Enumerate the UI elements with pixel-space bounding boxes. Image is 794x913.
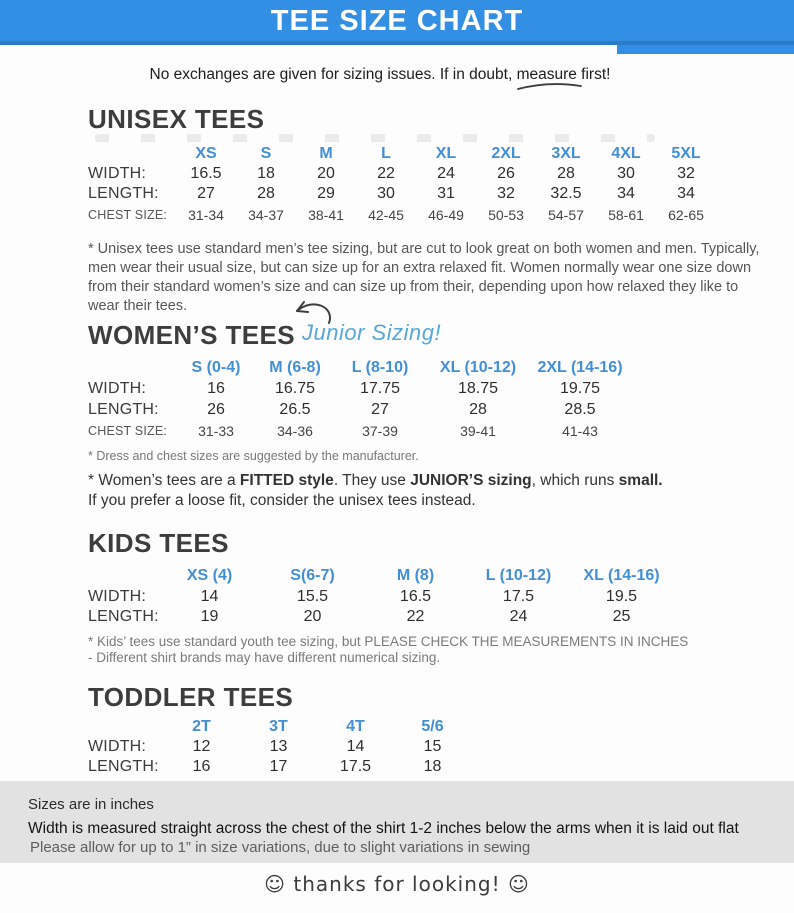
- footer-units-line: Sizes are in inches: [28, 796, 154, 813]
- size-value: 30: [377, 185, 395, 202]
- unisex-size-table: [88, 143, 716, 226]
- size-value: 32.5: [550, 185, 582, 202]
- size-value: 15: [423, 738, 442, 755]
- womens-manufacturer-note: * Dress and chest sizes are suggested by the manufacturer.: [88, 449, 419, 463]
- size-value: 26.5: [279, 400, 311, 418]
- erased-text-artifact: [95, 134, 655, 142]
- note-segment: . They use: [333, 472, 411, 489]
- size-value: 16.5: [399, 588, 432, 605]
- exchange-notice: [0, 66, 760, 84]
- footer-variation-line: Please allow for up to 1” in size variations, due to slight variations in sewing: [30, 839, 531, 856]
- size-value: 18: [423, 758, 442, 775]
- size-column-header: L (8-10): [351, 358, 409, 376]
- size-value: 16.5: [190, 165, 222, 182]
- womens-fit-note-line1: [88, 472, 663, 489]
- size-column-header: L: [381, 144, 391, 162]
- size-column-header: L (10-12): [485, 566, 552, 584]
- title-bar: [0, 0, 794, 45]
- size-column-header: S(6-7): [290, 566, 335, 584]
- size-value: 34-37: [248, 207, 284, 223]
- size-column-header: M (8): [396, 566, 435, 584]
- size-value: 16.75: [274, 379, 316, 397]
- size-column-header: S (0-4): [191, 358, 241, 376]
- size-value: 18: [257, 165, 275, 182]
- size-value: 20: [303, 608, 322, 625]
- size-value: 32: [497, 185, 515, 202]
- womens-fit-note: [88, 471, 738, 511]
- size-value: 17.5: [339, 758, 372, 775]
- size-value: 13: [269, 738, 288, 755]
- row-label: WIDTH:: [88, 379, 147, 397]
- corner-spacer: [88, 716, 163, 736]
- note-segment: * Women’s tees are a: [88, 472, 240, 489]
- size-value: 14: [200, 588, 219, 605]
- size-value: 25: [612, 608, 631, 625]
- size-value: 58-61: [608, 207, 644, 223]
- notice-prefix: No exchanges are given for sizing issues. If in doubt,: [149, 66, 517, 83]
- footer-width-line: Width is measured straight across the chest of the shirt 1-2 inches below the arms when it is laid out flat: [28, 820, 739, 837]
- kids-note-line2: - Different shirt brands may have different numerical sizing.: [88, 650, 441, 665]
- notice-suffix: first!: [576, 66, 611, 83]
- size-value: 14: [346, 738, 365, 755]
- kids-size-table: [88, 564, 673, 627]
- size-value: 34-36: [277, 423, 313, 439]
- row-label: CHEST SIZE:: [88, 424, 168, 438]
- unisex-section-title: UNISEX TEES: [88, 104, 265, 134]
- size-value: 19.5: [605, 588, 638, 605]
- note-segment: small.: [618, 472, 663, 489]
- size-column-header: 3XL: [551, 144, 581, 162]
- row-label: WIDTH:: [88, 165, 147, 182]
- size-value: 34: [677, 185, 695, 202]
- thanks-message: ☺ thanks for looking! ☺: [264, 872, 530, 896]
- womens-size-table: [88, 357, 636, 442]
- size-value: 22: [406, 608, 425, 625]
- size-value: 29: [317, 185, 335, 202]
- size-value: 42-45: [368, 207, 404, 223]
- size-value: 54-57: [548, 207, 584, 223]
- corner-spacer: [88, 564, 158, 584]
- size-value: 62-65: [668, 207, 704, 223]
- size-column-header: 2T: [192, 717, 211, 735]
- measurement-info-footer: [0, 781, 794, 863]
- kids-note: [88, 634, 688, 666]
- size-value: 20: [317, 165, 335, 182]
- size-value: 22: [377, 165, 395, 182]
- size-column-header: M: [319, 144, 333, 162]
- size-value: 27: [197, 185, 215, 202]
- size-value: 19: [200, 608, 219, 625]
- kids-note-line1: * Kids’ tees use standard youth tee sizing, but PLEASE CHECK THE MEASUREMENTS IN INCHES: [88, 634, 689, 649]
- underline-swoosh-icon: [515, 82, 585, 91]
- womens-fit-note-line2: If you prefer a loose fit, consider the unisex tees instead.: [88, 492, 476, 509]
- size-value: 39-41: [460, 423, 496, 439]
- size-column-header: XL (14-16): [583, 566, 660, 584]
- row-label: WIDTH:: [88, 588, 147, 605]
- size-value: 26: [497, 165, 515, 182]
- toddler-section-title: TODDLER TEES: [88, 682, 294, 712]
- row-label: WIDTH:: [88, 738, 147, 755]
- note-segment: FITTED style: [239, 472, 334, 489]
- note-segment: JUNIOR’S sizing: [410, 472, 532, 489]
- size-column-header: XL (10-12): [439, 358, 517, 376]
- size-value: 41-43: [562, 423, 598, 439]
- size-value: 26: [207, 400, 225, 418]
- size-column-header: 5/6: [421, 717, 444, 735]
- size-value: 24: [437, 165, 455, 182]
- size-value: 24: [509, 608, 528, 625]
- size-column-header: XL: [435, 144, 457, 162]
- size-column-header: 4T: [346, 717, 365, 735]
- size-column-header: 3T: [269, 717, 288, 735]
- note-segment: , which runs: [531, 472, 619, 489]
- page-title: TEE SIZE CHART: [270, 5, 524, 37]
- toddler-size-table: [88, 716, 471, 777]
- womens-section-title: WOMEN’S TEES: [88, 320, 296, 350]
- size-value: 31: [437, 185, 455, 202]
- size-column-header: S: [260, 144, 272, 162]
- corner-spacer: [88, 143, 176, 163]
- row-label: LENGTH:: [88, 400, 159, 418]
- size-value: 28: [257, 185, 275, 202]
- size-value: 46-49: [428, 207, 464, 223]
- row-label: CHEST SIZE:: [88, 208, 168, 222]
- size-value: 50-53: [488, 207, 524, 223]
- size-value: 28.5: [564, 400, 596, 418]
- junior-sizing-annotation: Junior Sizing!: [302, 320, 442, 345]
- curved-arrow-icon: [281, 299, 337, 331]
- size-value: 37-39: [362, 423, 398, 439]
- size-value: 38-41: [308, 207, 344, 223]
- size-value: 16: [207, 379, 225, 397]
- row-label: LENGTH:: [88, 185, 159, 202]
- kids-section-title: KIDS TEES: [88, 528, 229, 558]
- row-label: LENGTH:: [88, 608, 159, 625]
- size-column-header: M (6-8): [269, 358, 321, 376]
- size-column-header: 4XL: [611, 144, 641, 162]
- row-label: LENGTH:: [88, 758, 159, 775]
- size-value: 17.5: [502, 588, 535, 605]
- size-value: 17.75: [359, 379, 401, 397]
- size-column-header: 2XL: [491, 144, 521, 162]
- size-value: 28: [557, 165, 575, 182]
- unisex-note: * Unisex tees use standard men’s tee sizing, but are cut to look great on both women and men. Typically, men wear their usual size, but can size up for an extra relaxed fit. Women normally wear one size down from their standard women’s size and can size up from their, depending upon how relaxed they like to wear their tees.: [88, 241, 760, 315]
- size-value: 19.75: [559, 379, 601, 397]
- title-bar-right-tab: [617, 45, 794, 54]
- size-value: 12: [192, 738, 211, 755]
- corner-spacer: [88, 357, 170, 378]
- size-value: 27: [371, 400, 389, 418]
- size-column-header: 2XL (14-16): [537, 358, 623, 376]
- size-value: 15.5: [296, 588, 329, 605]
- size-value: 30: [617, 165, 635, 182]
- size-column-header: XS: [195, 144, 217, 162]
- notice-underlined-word: measure: [517, 66, 577, 84]
- size-column-header: XS (4): [186, 566, 233, 584]
- size-value: 18.75: [457, 379, 499, 397]
- size-value: 31-34: [188, 207, 224, 223]
- size-value: 17: [269, 758, 288, 775]
- size-value: 28: [469, 400, 487, 418]
- size-value: 31-33: [198, 423, 234, 439]
- size-value: 34: [617, 185, 635, 202]
- size-value: 32: [677, 165, 695, 182]
- size-value: 16: [192, 758, 211, 775]
- size-column-header: 5XL: [671, 144, 701, 162]
